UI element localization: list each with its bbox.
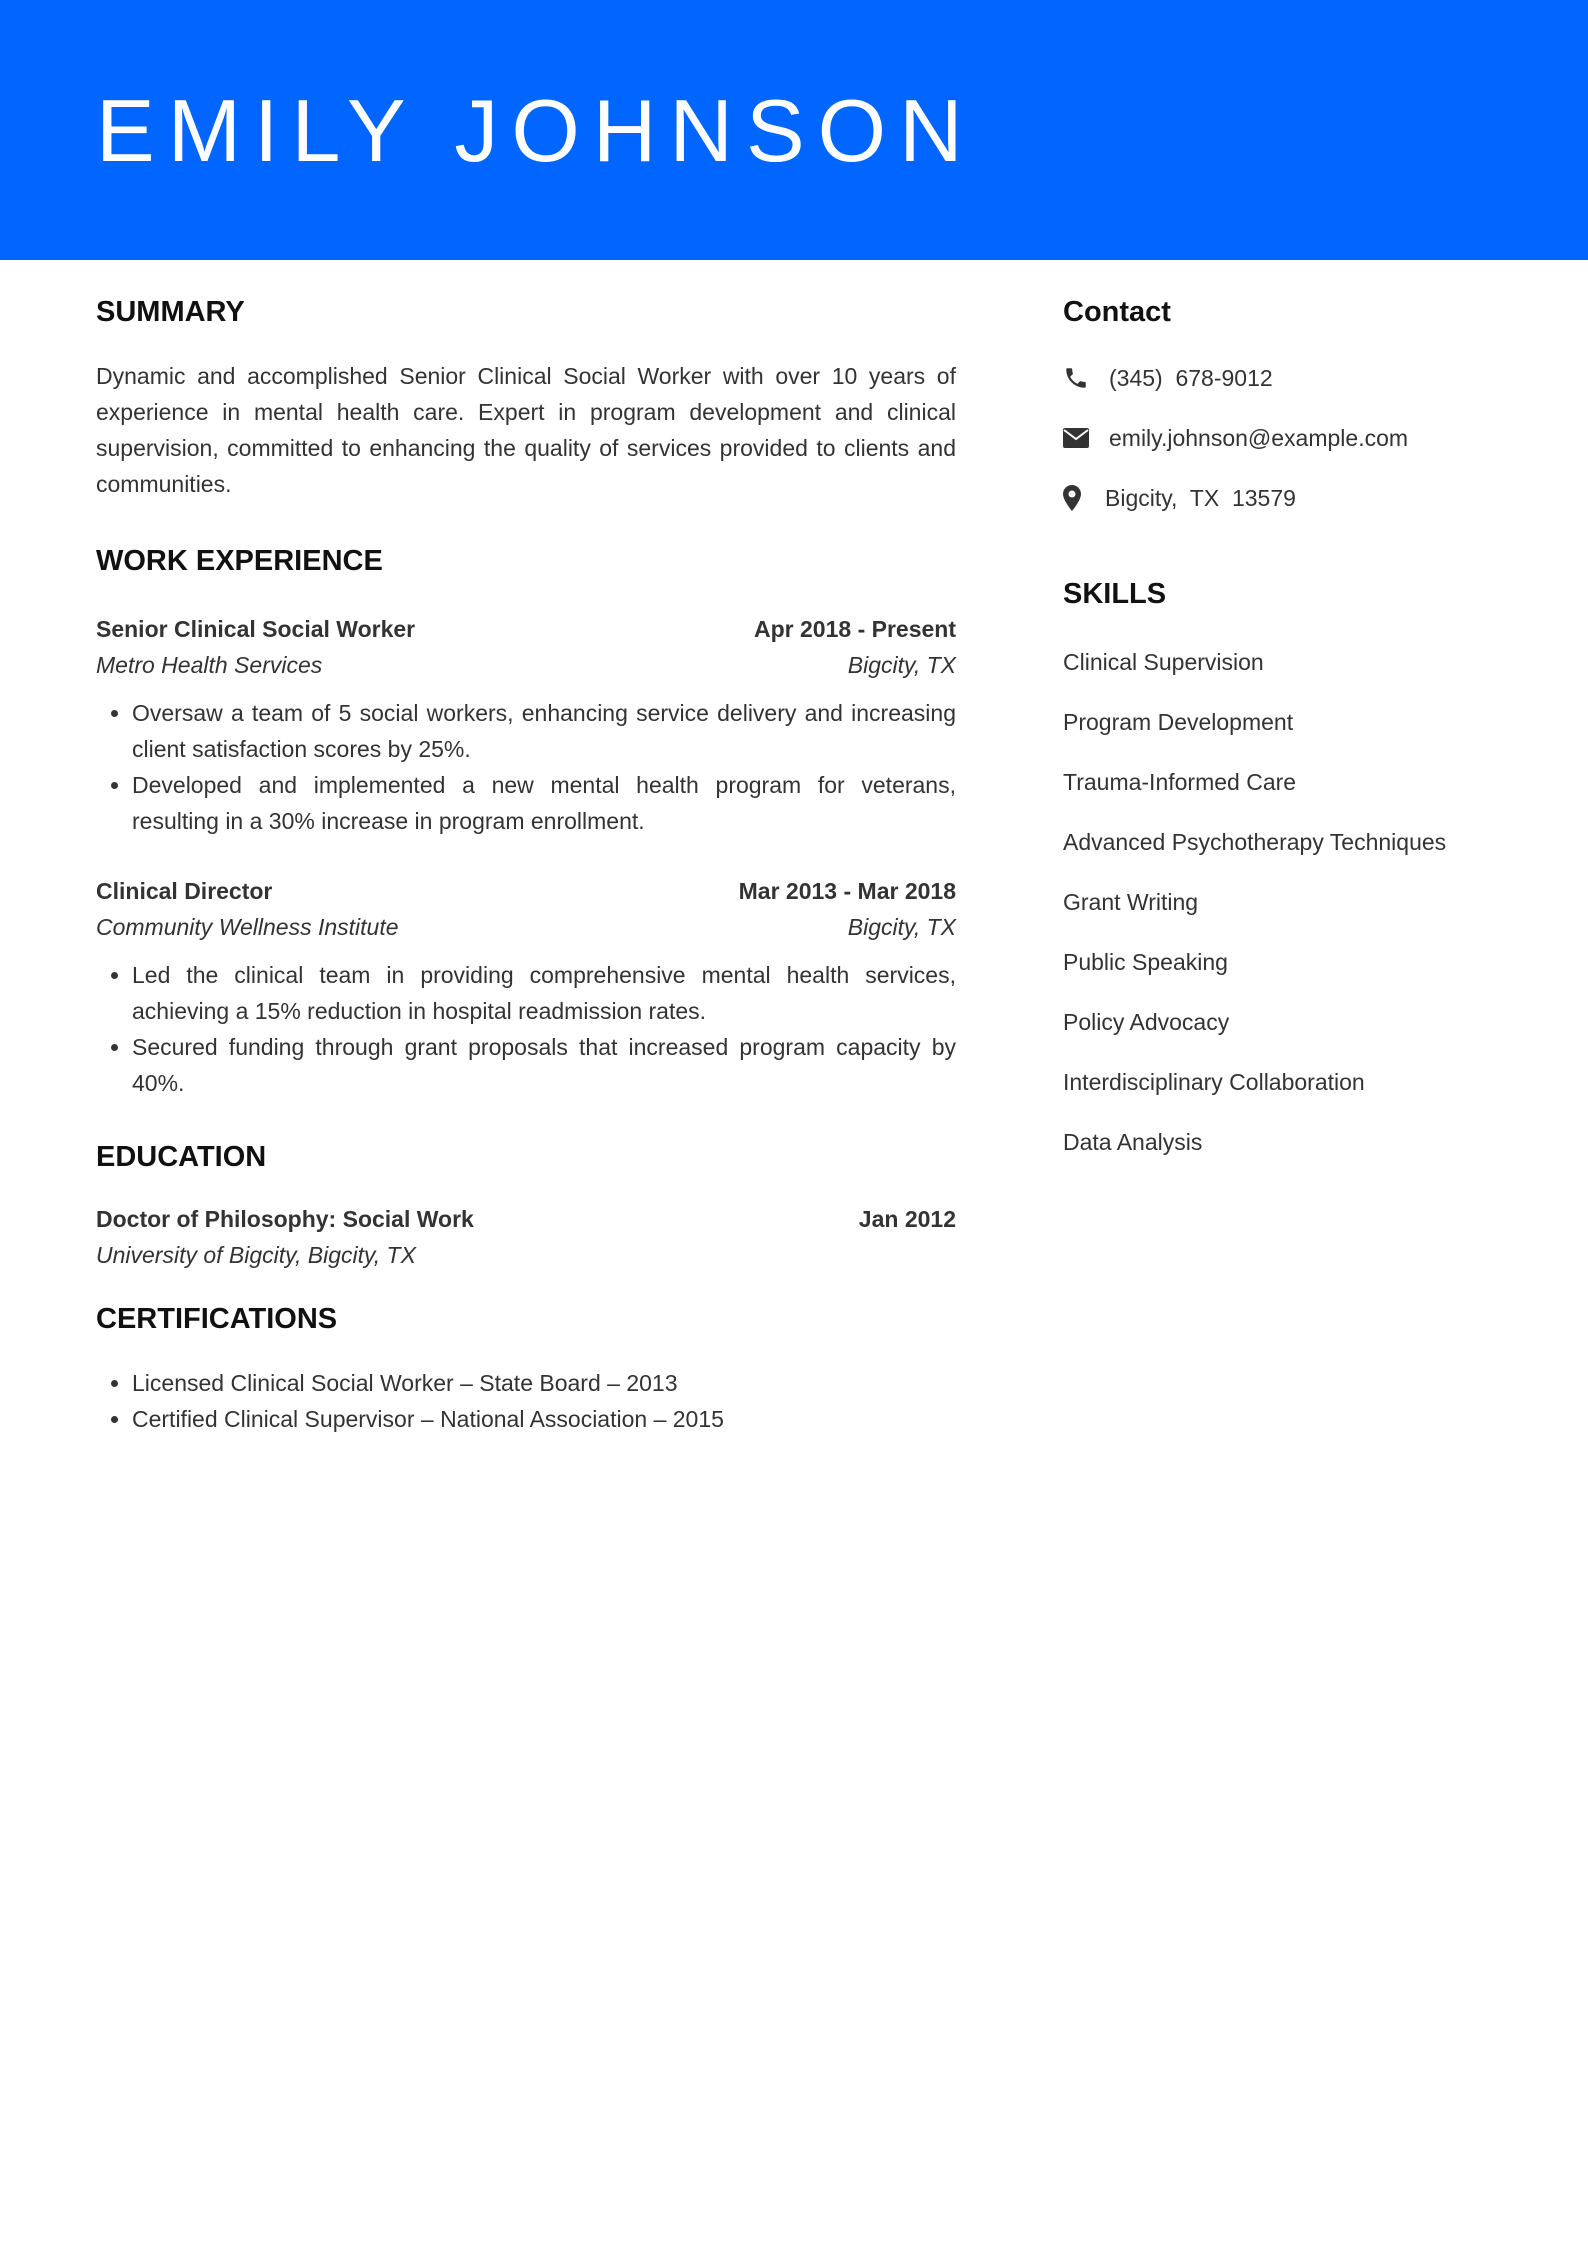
job-bullets [96, 695, 956, 839]
skills-heading: SKILLS [1063, 578, 1167, 610]
job-dates: Mar 2013 - Mar 2018 [738, 878, 956, 904]
degree: Doctor of Philosophy: Social Work [96, 1206, 474, 1232]
education-date: Jan 2012 [858, 1206, 956, 1232]
education-section [96, 1135, 956, 1273]
work-experience-section [96, 539, 956, 1101]
contact-section [1063, 290, 1523, 516]
certification-item: • Certified Clinical Supervisor – National Association – 2015 [132, 1401, 956, 1437]
contact-email [1063, 420, 1523, 456]
map-pin-icon [1063, 480, 1105, 516]
job-bullet: • Secured funding through grant proposals that increased program capacity by 40%. [132, 1029, 956, 1101]
job-bullet: • Developed and implemented a new mental health program for veterans, resulting in a 30% increase in program enrollment. [132, 767, 956, 839]
job-organization: Community Wellness Institute [96, 914, 399, 940]
skill-item: Grant Writing [1063, 889, 1199, 915]
email-address[interactable]: emily.johnson@example.com [1109, 424, 1409, 451]
candidate-name: EMILY JOHNSON [96, 81, 976, 180]
skills-section [1063, 572, 1523, 1160]
skill-item: Interdisciplinary Collaboration [1063, 1069, 1365, 1095]
job-bullets [96, 957, 956, 1101]
envelope-icon [1063, 420, 1109, 456]
skill-item: Data Analysis [1063, 1129, 1203, 1155]
header-banner [0, 0, 1588, 260]
certification-item: • Licensed Clinical Social Worker – State Board – 2013 [132, 1365, 956, 1401]
summary-text: Dynamic and accomplished Senior Clinical Social Worker with over 10 years of experience in mental health care. Expert in program development and clinical supervision, committed to enhancing the quality of services provided to clients and communities. [96, 363, 956, 497]
job-bullet: • Led the clinical team in providing comprehensive mental health services, achieving a 15% reduction in hospital readmission rates. [132, 957, 956, 1029]
skill-item: Trauma-Informed Care [1063, 769, 1297, 795]
job-location: Bigcity, TX [847, 914, 956, 940]
skill-item: Program Development [1063, 709, 1294, 735]
contact-phone [1063, 360, 1523, 396]
certification-list [96, 1365, 956, 1437]
work-experience-heading: WORK EXPERIENCE [96, 545, 383, 577]
contact-heading: Contact [1063, 296, 1171, 328]
sidebar-column [1063, 290, 1523, 1184]
skill-list [1063, 644, 1523, 1160]
job-bullet: • Oversaw a team of 5 social workers, enhancing service delivery and increasing client satisfaction scores by 25%. [132, 695, 956, 767]
job-role: Clinical Director [96, 878, 273, 904]
location-text: Bigcity, TX 13579 [1105, 484, 1296, 511]
job-dates: Apr 2018 - Present [754, 616, 956, 642]
job-organization: Metro Health Services [96, 652, 323, 678]
job-role: Senior Clinical Social Worker [96, 616, 416, 642]
job-entry [96, 873, 956, 1101]
skill-item: Clinical Supervision [1063, 649, 1264, 675]
job-location: Bigcity, TX [847, 652, 956, 678]
skill-item: Policy Advocacy [1063, 1009, 1230, 1035]
certifications-section [96, 1297, 956, 1437]
contact-location [1063, 480, 1523, 516]
phone-number[interactable]: (345) 678-9012 [1109, 364, 1273, 391]
education-heading: EDUCATION [96, 1141, 267, 1173]
skill-item: Advanced Psychotherapy Techniques [1063, 829, 1447, 855]
job-entry [96, 611, 956, 839]
summary-section [96, 290, 956, 502]
summary-heading: SUMMARY [96, 296, 245, 328]
skill-item: Public Speaking [1063, 949, 1228, 975]
certifications-heading: CERTIFICATIONS [96, 1303, 338, 1335]
phone-icon [1063, 360, 1109, 396]
main-column [96, 290, 956, 1437]
education-entry [96, 1201, 956, 1273]
school: University of Bigcity, Bigcity, TX [96, 1242, 416, 1268]
